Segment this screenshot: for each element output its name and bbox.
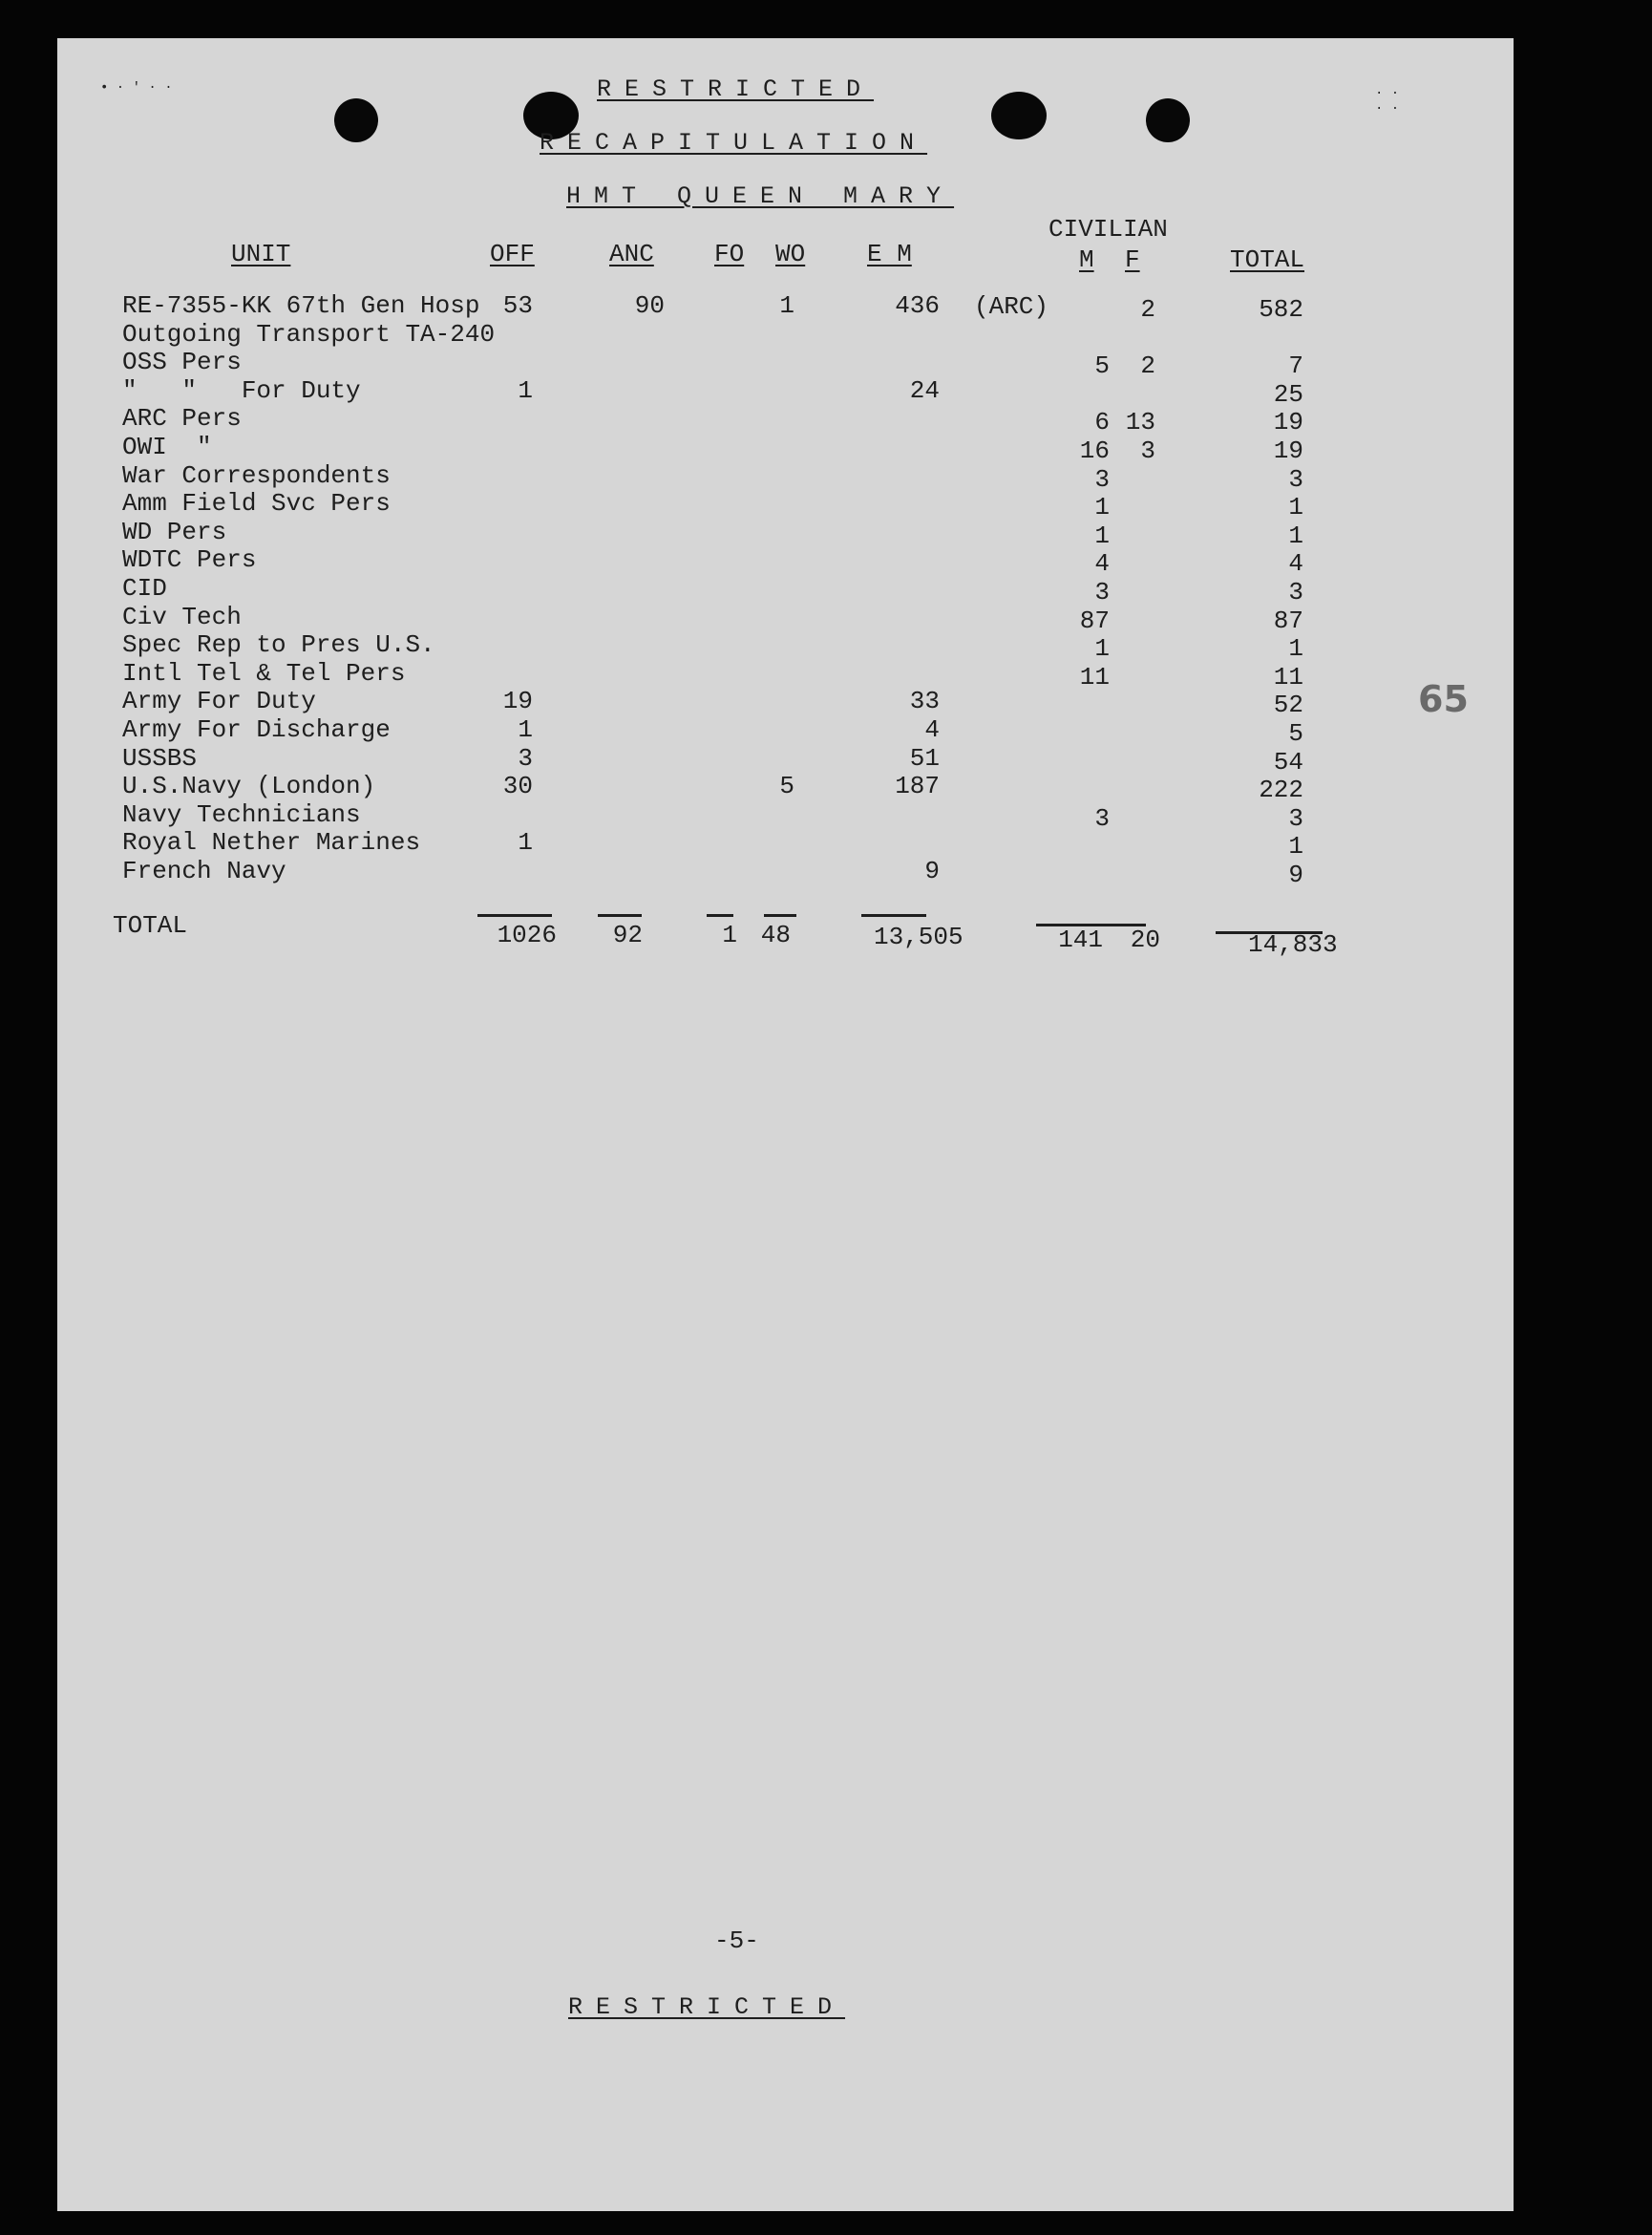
row-f-value: 3 (1140, 436, 1155, 465)
row-f-value: 2 (1140, 351, 1155, 380)
column-header-total: TOTAL (1230, 245, 1305, 274)
row-unit-label: Spec Rep to Pres U.S. (122, 630, 435, 659)
row-m-value: 3 (1094, 804, 1110, 833)
row-wo-value: 5 (779, 772, 794, 800)
column-header-off: OFF (490, 240, 535, 268)
row-unit-label: Amm Field Svc Pers (122, 489, 391, 518)
row-unit-label: Outgoing Transport TA-240 (122, 320, 496, 349)
row-total-value: 11 (1273, 663, 1303, 692)
row-m-value: 16 (1079, 436, 1110, 465)
row-off-value: 3 (518, 744, 533, 773)
row-unit-label: OSS Pers (122, 348, 242, 376)
row-em-value: 51 (909, 744, 940, 773)
row-total-value: 222 (1259, 776, 1303, 804)
row-total-value: 3 (1288, 578, 1303, 607)
row-total-value: 54 (1273, 748, 1303, 777)
row-unit-label: WDTC Pers (122, 545, 257, 574)
row-em-value: 24 (909, 376, 940, 405)
row-unit-label: ARC Pers (122, 404, 242, 433)
row-total-value: 4 (1288, 549, 1303, 578)
row-wo-value: 1 (779, 291, 794, 320)
total-rule-em (861, 914, 926, 917)
total-wo: 48 (760, 921, 791, 949)
total-em: 13,505 (874, 923, 964, 951)
row-m-value: 1 (1094, 634, 1110, 663)
row-m-value: 4 (1094, 549, 1110, 578)
column-header-anc: ANC (609, 240, 654, 268)
row-em-value: 4 (924, 715, 940, 744)
row-unit-label: Navy Technicians (122, 800, 361, 829)
margin-stamp-number: 65 (1418, 678, 1469, 720)
column-header-civilian-m: M (1079, 245, 1094, 274)
row-unit-label: WD Pers (122, 518, 227, 546)
total-anc: 92 (612, 921, 643, 949)
row-em-value: 436 (895, 291, 940, 320)
row-unit-label: Intl Tel & Tel Pers (122, 659, 406, 688)
total-rule-fo (707, 914, 733, 917)
total-fo: 1 (722, 921, 737, 949)
paper-specks-left: • · ' · · (100, 80, 173, 96)
row-unit-label: War Correspondents (122, 461, 391, 490)
document-title: RECAPITULATION (540, 129, 928, 157)
row-unit-label: OWI " (122, 433, 212, 461)
column-header-em: E M (867, 240, 912, 268)
row-em-value: 9 (924, 857, 940, 885)
row-anc-value: 90 (634, 291, 665, 320)
row-unit-label: Army For Discharge (122, 715, 391, 744)
column-header-civilian-f: F (1125, 245, 1140, 274)
row-em-value: 33 (909, 687, 940, 715)
classification-footer: RESTRICTED (568, 1993, 846, 2021)
row-total-value: 19 (1273, 436, 1303, 465)
row-unit-label: French Navy (122, 857, 286, 885)
column-header-civilian: CIVILIAN (1048, 215, 1168, 244)
row-m-value: 1 (1094, 493, 1110, 522)
row-unit-label: " " For Duty (122, 376, 361, 405)
row-total-value: 9 (1288, 861, 1303, 889)
row-total-value: 5 (1288, 719, 1303, 748)
row-f-value: 13 (1125, 408, 1155, 436)
row-total-value: 1 (1288, 634, 1303, 663)
row-f-value: 2 (1140, 295, 1155, 324)
row-total-value: 1 (1288, 493, 1303, 522)
row-unit-label: Civ Tech (122, 603, 242, 631)
row-total-value: 52 (1273, 691, 1303, 719)
total-rule-off (477, 914, 552, 917)
column-header-fo: FO (714, 240, 745, 268)
row-m-value: 3 (1094, 465, 1110, 494)
row-m-value: 5 (1094, 351, 1110, 380)
total-off: 1026 (497, 921, 557, 949)
document-page (57, 38, 1514, 2211)
classification-header: RESTRICTED (597, 75, 875, 103)
row-m-value: 87 (1079, 607, 1110, 635)
row-total-value: 3 (1288, 804, 1303, 833)
row-unit-label: CID (122, 574, 167, 603)
row-m-value: 11 (1079, 663, 1110, 692)
column-header-unit: UNIT (231, 240, 291, 268)
column-header-wo: WO (775, 240, 806, 268)
total-grand: 14,833 (1248, 930, 1338, 959)
page-number: -5- (714, 1926, 759, 1955)
row-off-value: 1 (518, 828, 533, 857)
row-unit-label: USSBS (122, 744, 198, 773)
total-civilian-m: 141 (1058, 926, 1103, 954)
row-m-value: 3 (1094, 578, 1110, 607)
punch-hole-center-right (991, 92, 1047, 139)
row-total-value: 25 (1273, 380, 1303, 409)
ship-name: HMT QUEEN MARY (566, 182, 955, 210)
paper-specks-right: · · · · (1375, 86, 1400, 117)
row-total-value: 7 (1288, 351, 1303, 380)
row-m-value: 1 (1094, 522, 1110, 550)
row-unit-label: Army For Duty (122, 687, 316, 715)
row-total-value: 3 (1288, 465, 1303, 494)
row-off-value: 1 (518, 715, 533, 744)
row-em-value: 187 (895, 772, 940, 800)
row-total-value: 582 (1259, 295, 1303, 324)
row-total-value: 19 (1273, 408, 1303, 436)
total-civilian-f: 20 (1130, 926, 1160, 954)
total-rule-wo (764, 914, 796, 917)
row-unit-label: RE-7355-KK 67th Gen Hosp (122, 291, 480, 320)
punch-hole-right (1146, 98, 1190, 142)
row-note: (ARC) (974, 292, 1049, 321)
row-unit-label: Royal Nether Marines (122, 828, 421, 857)
row-unit-label: U.S.Navy (London) (122, 772, 376, 800)
row-off-value: 19 (502, 687, 533, 715)
row-off-value: 30 (502, 772, 533, 800)
row-off-value: 53 (502, 291, 533, 320)
row-total-value: 87 (1273, 607, 1303, 635)
punch-hole-left (334, 98, 378, 142)
row-total-value: 1 (1288, 832, 1303, 861)
row-m-value: 6 (1094, 408, 1110, 436)
row-off-value: 1 (518, 376, 533, 405)
row-total-value: 1 (1288, 522, 1303, 550)
total-rule-anc (598, 914, 642, 917)
total-label: TOTAL (113, 911, 188, 940)
